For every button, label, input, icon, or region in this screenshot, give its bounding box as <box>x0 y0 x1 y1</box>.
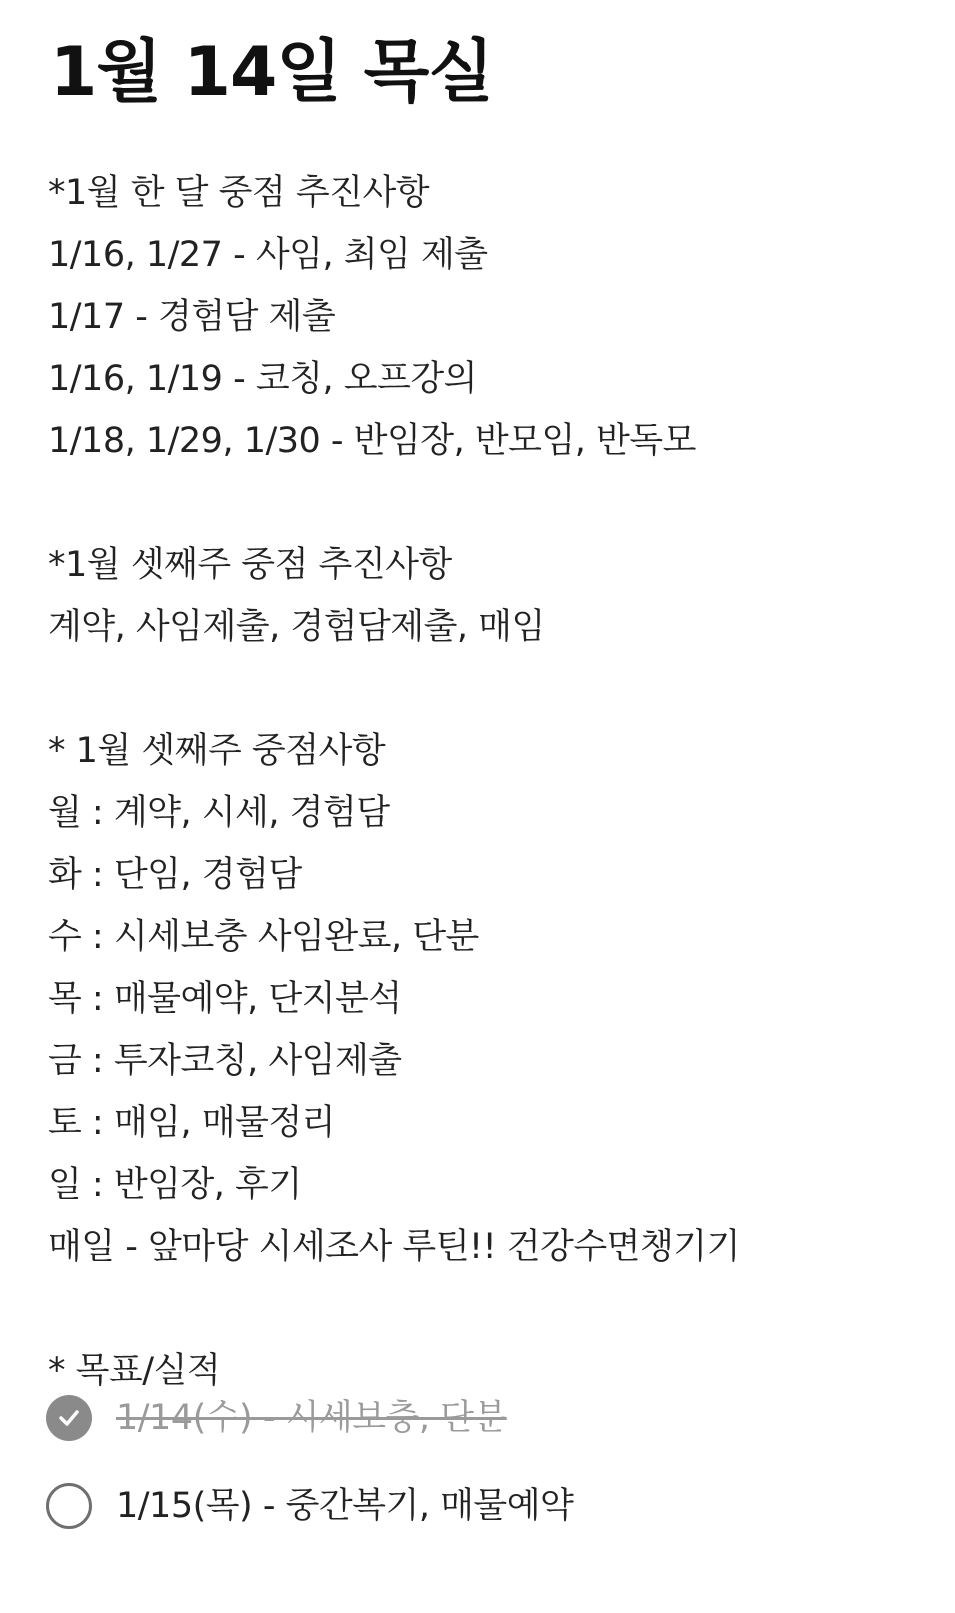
page-title: 1월 14일 목실 <box>50 33 494 112</box>
checklist-item-text[interactable]: 1/14(수) - 시세보충, 단분 <box>116 1398 507 1438</box>
memo-body[interactable] <box>48 162 928 1402</box>
section-heading-week3-push: *1월 셋째주 중점 추진사항 <box>48 545 452 585</box>
checklist-item-text[interactable]: 1/15(목) - 중간복기, 매물예약 <box>116 1486 574 1526</box>
memo-line-daily: 매일 - 앞마당 시세조사 루틴!! 건강수면챙기기 <box>48 1227 740 1267</box>
memo-line: 1/18, 1/29, 1/30 - 반임장, 반모임, 반독모 <box>48 421 696 461</box>
checkbox-unchecked[interactable] <box>46 1483 92 1529</box>
memo-line: 1/16, 1/27 - 사임, 최임 제출 <box>48 235 488 275</box>
memo-line-thu: 목 : 매물예약, 단지분석 <box>48 979 402 1019</box>
memo-line: 1/16, 1/19 - 코칭, 오프강의 <box>48 359 477 399</box>
memo-line-wed: 수 : 시세보충 사임완료, 단분 <box>48 917 479 957</box>
blank-line <box>48 472 928 534</box>
checklist <box>46 1388 926 1564</box>
memo-line: 계약, 사임제출, 경험담제출, 매임 <box>48 607 545 647</box>
checkmark-icon <box>56 1405 82 1431</box>
memo-line-sun: 일 : 반임장, 후기 <box>48 1165 302 1205</box>
checklist-item-done <box>46 1388 926 1448</box>
checklist-item-todo <box>46 1476 926 1536</box>
checkbox-checked[interactable] <box>46 1395 92 1441</box>
memo-line-fri: 금 : 투자코칭, 사임제출 <box>48 1041 402 1081</box>
memo-line-sat: 토 : 매임, 매물정리 <box>48 1103 335 1143</box>
memo-line: 1/17 - 경험담 제출 <box>48 297 336 337</box>
section-heading-monthly: *1월 한 달 중점 추진사항 <box>48 173 430 213</box>
section-heading-goals: * 목표/실적 <box>48 1351 221 1391</box>
blank-line <box>48 658 928 720</box>
blank-line <box>48 1278 928 1340</box>
memo-line-mon: 월 : 계약, 시세, 경험담 <box>48 793 390 833</box>
section-heading-week3-focus: * 1월 셋째주 중점사항 <box>48 731 386 771</box>
memo-line-tue: 화 : 단임, 경험담 <box>48 855 302 895</box>
